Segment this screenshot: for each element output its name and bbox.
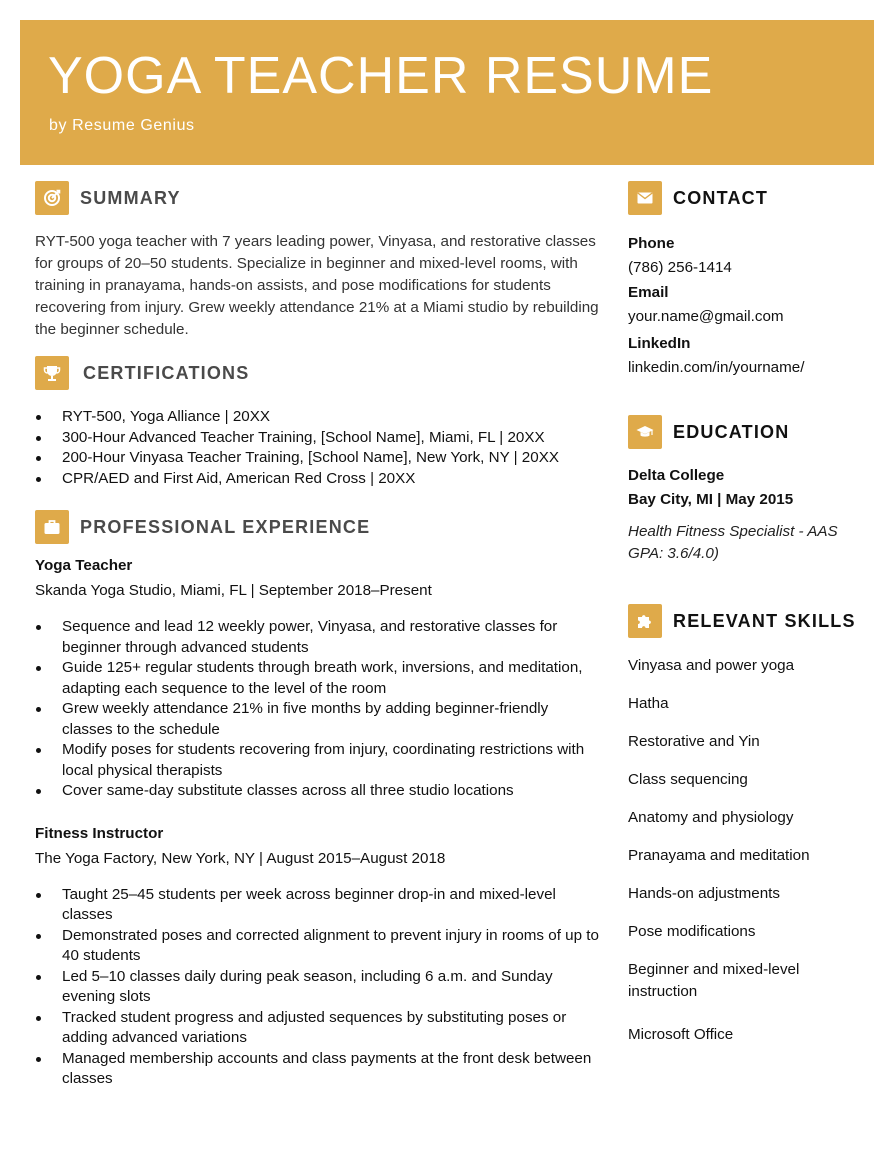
graduation-cap-icon	[628, 415, 662, 449]
list-item: RYT-500, Yoga Alliance | 20XX	[35, 407, 600, 428]
skills-heading	[628, 603, 878, 639]
degree: Health Fitness Specialist - AAS	[628, 523, 838, 540]
contact-block	[628, 234, 878, 378]
email-label: Email	[628, 284, 669, 301]
list-item: Managed membership accounts and class payments at the front desk between classes	[35, 1049, 600, 1090]
resume-header	[20, 20, 874, 165]
contact-heading	[628, 180, 878, 216]
section-title: CONTACT	[673, 187, 769, 208]
right-column	[628, 180, 878, 1046]
list-item: 200-Hour Vinyasa Teacher Training, [School Name], New York, NY | 20XX	[35, 448, 600, 469]
linkedin-label: LinkedIn	[628, 335, 691, 352]
certifications-list	[35, 407, 600, 489]
summary-heading	[35, 180, 600, 216]
job-subtitle: The Yoga Factory, New York, NY | August 2015–August 2018	[35, 849, 446, 867]
school-location-date: Bay City, MI | May 2015	[628, 491, 794, 508]
skill-item: Microsoft Office	[628, 1026, 734, 1043]
resume-subtitle: by Resume Genius	[49, 117, 195, 134]
section-title: EDUCATION	[673, 421, 790, 442]
skill-item: Anatomy and physiology	[628, 809, 794, 826]
job-entry	[35, 824, 600, 1090]
list-item: CPR/AED and First Aid, American Red Cross | 20XX	[35, 469, 600, 490]
list-item: Taught 25–45 students per week across beginner drop-in and mixed-level classes	[35, 885, 600, 926]
target-icon	[35, 181, 69, 215]
skill-item: Class sequencing	[628, 771, 748, 788]
job-title: Yoga Teacher	[35, 557, 133, 574]
skill-item: Pranayama and meditation	[628, 847, 810, 864]
linkedin-value: linkedin.com/in/yourname/	[628, 359, 805, 376]
list-item: Modify poses for students recovering from injury, coordinating restrictions with local physical therapists	[35, 740, 600, 781]
list-item: Led 5–10 classes daily during peak season, including 6 a.m. and Sunday evening slots	[35, 967, 600, 1008]
phone-label: Phone	[628, 235, 675, 252]
list-item: Cover same-day substitute classes across all three studio locations	[35, 781, 600, 802]
section-title: PROFESSIONAL EXPERIENCE	[80, 516, 371, 537]
summary-text: RYT-500 yoga teacher with 7 years leading power, Vinyasa, and restorative classes for groups of 20–50 students. Specialize in beginner and mixed-level rooms, with training in pranayama, hands-on assists, and pose modifications for students recovering from injury. Grew weekly attendance 21% at a Miami studio by rebuilding the beginner schedule.	[35, 233, 599, 338]
skills-list	[628, 655, 843, 1046]
list-item: Guide 125+ regular students through breath work, inversions, and meditation, adapting each sequence to the level of the room	[35, 658, 600, 699]
skill-item: Vinyasa and power yoga	[628, 657, 795, 674]
list-item: Grew weekly attendance 21% in five months by adding beginner-friendly classes to the schedule	[35, 699, 600, 740]
section-title: SUMMARY	[80, 187, 181, 208]
job-subtitle: Skanda Yoga Studio, Miami, FL | September 2018–Present	[35, 582, 432, 599]
gpa: GPA: 3.6/4.0)	[628, 545, 719, 562]
trophy-icon	[35, 356, 69, 390]
school-name: Delta College	[628, 467, 725, 484]
skill-item: Hands-on adjustments	[628, 885, 780, 902]
section-title: RELEVANT SKILLS	[673, 610, 856, 631]
job-entry	[35, 556, 600, 802]
section-title: CERTIFICATIONS	[83, 362, 250, 383]
phone-value: (786) 256-1414	[628, 259, 732, 276]
certifications-heading	[35, 355, 600, 391]
list-item: Tracked student progress and adjusted sequences by substituting poses or adding advanced variations	[35, 1008, 600, 1049]
envelope-icon	[628, 181, 662, 215]
job-bullets	[35, 617, 600, 802]
left-column	[35, 180, 600, 1090]
experience-heading	[35, 509, 600, 545]
list-item: 300-Hour Advanced Teacher Training, [School Name], Miami, FL | 20XX	[35, 428, 600, 449]
skill-item: Hatha	[628, 695, 669, 712]
list-item: Sequence and lead 12 weekly power, Vinyasa, and restorative classes for beginner through advanced students	[35, 617, 600, 658]
job-bullets	[35, 885, 600, 1090]
job-title: Fitness Instructor	[35, 824, 164, 842]
email-value: your.name@gmail.com	[628, 308, 784, 325]
education-heading	[628, 414, 878, 450]
resume-title: YOGA TEACHER RESUME	[48, 47, 714, 105]
skill-item: Pose modifications	[628, 923, 756, 940]
briefcase-icon	[35, 510, 69, 544]
skill-item: Beginner and mixed-level instruction	[628, 961, 800, 1000]
puzzle-icon	[628, 604, 662, 638]
education-block	[628, 466, 878, 565]
skill-item: Restorative and Yin	[628, 733, 760, 750]
list-item: Demonstrated poses and corrected alignment to prevent injury in rooms of up to 40 students	[35, 926, 600, 967]
